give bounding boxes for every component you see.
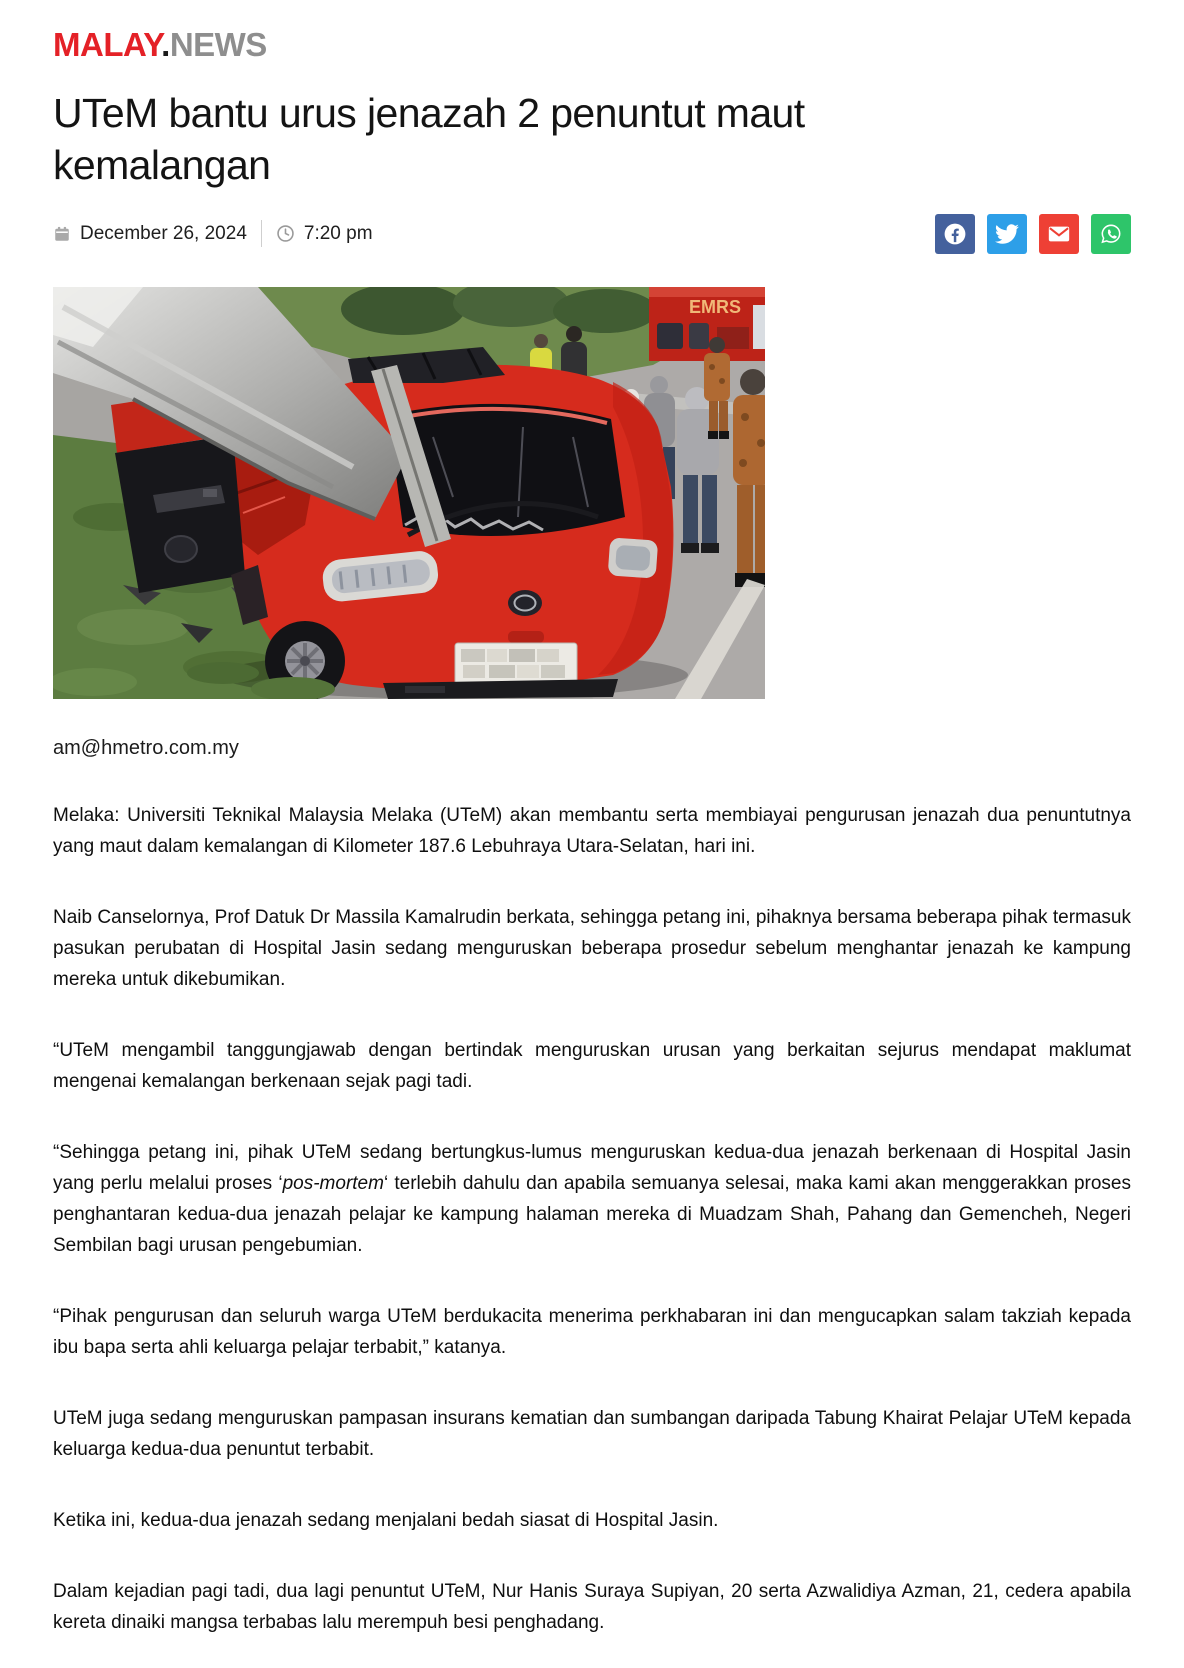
logo-secondary: NEWS (169, 26, 267, 63)
article-title: UTeM bantu urus jenazah 2 penuntut maut kemalangan (53, 90, 805, 189)
facebook-icon (942, 221, 968, 247)
calendar-icon (53, 225, 71, 243)
fire-truck-label: EMRS (688, 296, 742, 317)
article-paragraph: Melaka: Universiti Teknikal Malaysia Melaka (UTeM) akan membantu serta membiayai pengurusan jenazah dua penuntutnya yang maut dalam kemalangan di Kilometer 187.6 Lebuhraya Utara-Selatan, hari ini. (53, 804, 1131, 857)
author-email: am@hmetro.com.my (53, 736, 239, 759)
fire-truck (649, 287, 765, 361)
whatsapp-icon (1098, 221, 1124, 247)
article-paragraph: Naib Canselornya, Prof Datuk Dr Massila Kamalrudin berkata, sehingga petang ini, pihaknya bersama beberapa pihak termasuk pasukan perubatan di Hospital Jasin sedang menguruskan beberapa prosedur sebelum menghantar jenazah ke kampung mereka untuk dikebumikan. (53, 906, 1131, 990)
share-buttons (935, 214, 1131, 254)
article-paragraph: UTeM juga sedang menguruskan pampasan insurans kematian dan sumbangan daripada Tabung Khairat Pelajar UTeM kepada keluarga kedua-dua penuntut terbabit. (53, 1407, 1131, 1460)
article-photo (53, 287, 765, 699)
article-paragraph: “Sehingga petang ini, pihak UTeM sedang bertungkus-lumus menguruskan kedua-dua jenazah berkenaan di Hospital Jasin yang perlu melalui proses ‘pos-mortem‘ terlebih dahulu dan apabila semuanya selesai, maka kami akan menggerakkan proses penghantaran kedua-dua jenazah pelajar ke kampung halaman mereka di Muadzam Shah, Pahang dan Gemencheh, Negeri Sembilan bagi urusan pengebumian. (53, 1141, 1131, 1256)
article-paragraph: “UTeM mengambil tanggungjawab dengan bertindak menguruskan urusan yang berkaitan sejurus mendapat maklumat mengenai kemalangan berkenaan sejak pagi tadi. (53, 1039, 1131, 1092)
article-paragraph: Dalam kejadian pagi tadi, dua lagi penuntut UTeM, Nur Hanis Suraya Supiyan, 20 serta Azwalidiya Azman, 21, cedera apabila kereta dinaiki mangsa terbabas lalu merempuh besi penghadang. (53, 1580, 1131, 1633)
envelope-icon (1046, 221, 1072, 247)
article-paragraph: Ketika ini, kedua-dua jenazah sedang menjalani bedah siasat di Hospital Jasin. (53, 1509, 719, 1531)
article-date-item (53, 223, 247, 245)
share-email-button[interactable] (1039, 214, 1079, 254)
clock-icon (276, 224, 295, 243)
logo-primary: MALAY (53, 26, 162, 63)
meta-row (53, 214, 1131, 254)
share-facebook-button[interactable] (935, 214, 975, 254)
article-paragraph: “Pihak pengurusan dan seluruh warga UTeM berdukacita menerima perkhabaran ini dan mengucapkan salam takziah kepada ibu bapa serta ahli keluarga pelajar terbabit,” katanya. (53, 1305, 1131, 1358)
article-time-item (276, 223, 373, 245)
site-logo[interactable] (53, 28, 1131, 61)
share-twitter-button[interactable] (987, 214, 1027, 254)
article-time: 7:20 pm (303, 222, 373, 244)
share-whatsapp-button[interactable] (1091, 214, 1131, 254)
article-body (53, 800, 1131, 1638)
meta-divider (261, 220, 262, 247)
article-date: December 26, 2024 (80, 222, 247, 244)
twitter-icon (995, 222, 1019, 246)
accident-photo-illustration (53, 287, 765, 699)
logo-dot: . (161, 26, 170, 63)
